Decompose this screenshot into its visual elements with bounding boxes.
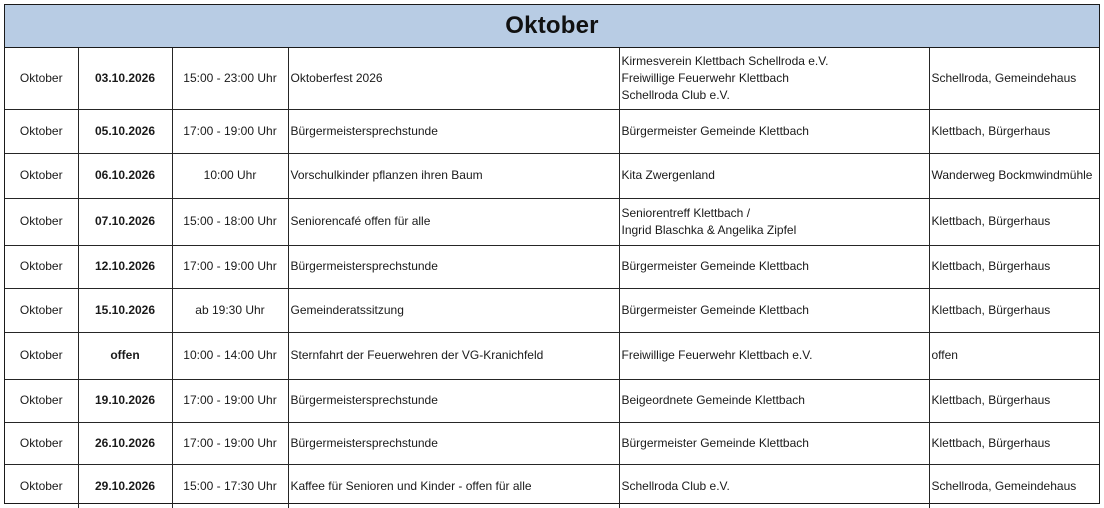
organizer-line: Bürgermeister Gemeinde Klettbach — [621, 123, 809, 138]
month-cell: Oktober — [5, 332, 78, 379]
event-row — [5, 109, 1099, 153]
event-row — [5, 379, 1099, 422]
event-cell: Seniorencafé offen für alle — [288, 198, 619, 245]
event-row — [5, 464, 1099, 508]
date-cell: 05.10.2026 — [78, 109, 172, 153]
time-cell: 15:00 - 18:00 Uhr — [172, 198, 288, 245]
organizer-cell — [619, 332, 929, 379]
event-cell: Kaffee für Senioren und Kinder - offen für alle — [288, 464, 619, 508]
month-cell: Oktober — [5, 198, 78, 245]
organizer-line: Bürgermeister Gemeinde Klettbach — [621, 259, 809, 273]
event-row — [5, 288, 1099, 332]
date-cell: 07.10.2026 — [78, 198, 172, 245]
time-cell: 10:00 Uhr — [172, 153, 288, 198]
month-cell: Oktober — [5, 379, 78, 422]
organizer-cell — [619, 48, 929, 109]
organizer-cell — [619, 379, 929, 422]
events-table — [5, 48, 1099, 508]
organizer-line: Bürgermeister Gemeinde Klettbach — [621, 302, 809, 317]
month-cell: Oktober — [5, 48, 78, 109]
event-cell: Bürgermeistersprechstunde — [288, 379, 619, 422]
event-row — [5, 422, 1099, 464]
date-cell: 12.10.2026 — [78, 245, 172, 288]
month-cell: Oktober — [5, 153, 78, 198]
organizer-line: Schellroda Club e.V. — [621, 87, 730, 102]
month-cell: Oktober — [5, 109, 78, 153]
time-cell: 17:00 - 19:00 Uhr — [172, 245, 288, 288]
month-cell: Oktober — [5, 288, 78, 332]
month-cell: Oktober — [5, 464, 78, 508]
time-cell: 15:00 - 23:00 Uhr — [172, 48, 288, 109]
organizer-line: Ingrid Blaschka & Angelika Zipfel — [621, 222, 797, 237]
location-cell: Schellroda, Gemeindehaus — [931, 478, 1077, 493]
event-row — [5, 332, 1099, 379]
location-cell: Schellroda, Gemeindehaus — [929, 48, 1099, 109]
time-cell: 10:00 - 14:00 Uhr — [172, 332, 288, 379]
month-header — [5, 5, 1099, 48]
location-cell: Klettbach, Bürgerhaus — [929, 422, 1099, 464]
event-cell: Bürgermeistersprechstunde — [288, 422, 619, 464]
date-cell: 29.10.2026 — [78, 464, 172, 508]
time-cell: 17:00 - 19:00 Uhr — [172, 379, 288, 422]
location-cell: Klettbach, Bürgerhaus — [929, 245, 1099, 288]
event-row — [5, 48, 1099, 109]
organizer-line: Freiwillige Feuerwehr Klettbach e.V. — [621, 348, 813, 362]
location-cell: Wanderweg Bockmwindmühle — [929, 153, 1099, 198]
organizer-cell — [619, 288, 929, 332]
month-cell: Oktober — [5, 245, 78, 288]
organizer-line: Seniorentreff Klettbach / — [621, 205, 751, 220]
events-table-body — [5, 48, 1099, 508]
date-cell: 06.10.2026 — [78, 153, 172, 198]
event-row — [5, 245, 1099, 288]
time-cell: 15:00 - 17:30 Uhr — [172, 464, 288, 508]
event-row — [5, 198, 1099, 245]
time-cell: 17:00 - 19:00 Uhr — [172, 422, 288, 464]
event-cell: Bürgermeistersprechstunde — [288, 109, 619, 153]
event-cell: Oktoberfest 2026 — [288, 48, 619, 109]
organizer-line: Bürgermeister Gemeinde Klettbach — [621, 435, 809, 450]
location-cell: Klettbach, Bürgerhaus — [929, 288, 1099, 332]
event-cell: Bürgermeistersprechstunde — [288, 245, 619, 288]
organizer-cell — [619, 245, 929, 288]
organizer-cell — [619, 153, 929, 198]
date-cell: offen — [78, 332, 172, 379]
date-cell: 26.10.2026 — [78, 422, 172, 464]
calendar-sheet — [4, 4, 1100, 504]
organizer-line: Kita Zwergenland — [621, 168, 715, 182]
location-cell: Klettbach, Bürgerhaus — [929, 198, 1099, 245]
organizer-line: Beigeordnete Gemeinde Klettbach — [621, 393, 805, 407]
organizer-line: Freiwillige Feuerwehr Klettbach — [621, 70, 789, 85]
time-cell: ab 19:30 Uhr — [172, 288, 288, 332]
location-cell: offen — [929, 332, 1099, 379]
event-cell: Vorschulkinder pflanzen ihren Baum — [288, 153, 619, 198]
organizer-line: Kirmesverein Klettbach Schellroda e.V. — [621, 53, 829, 68]
organizer-cell — [619, 198, 929, 245]
location-cell: Klettbach, Bürgerhaus — [929, 379, 1099, 422]
date-cell: 03.10.2026 — [78, 48, 172, 109]
month-cell: Oktober — [5, 422, 78, 464]
organizer-line: Schellroda Club e.V. — [621, 478, 730, 493]
time-cell: 17:00 - 19:00 Uhr — [172, 109, 288, 153]
event-cell: Gemeinderatssitzung — [288, 288, 619, 332]
date-cell: 15.10.2026 — [78, 288, 172, 332]
event-cell: Sternfahrt der Feuerwehren der VG-Kranichfeld — [288, 332, 619, 379]
event-row — [5, 153, 1099, 198]
date-cell: 19.10.2026 — [78, 379, 172, 422]
organizer-cell — [619, 464, 929, 508]
organizer-cell — [619, 422, 929, 464]
organizer-cell — [619, 109, 929, 153]
location-cell: Klettbach, Bürgerhaus — [929, 109, 1099, 153]
month-title: Oktober — [505, 12, 599, 39]
